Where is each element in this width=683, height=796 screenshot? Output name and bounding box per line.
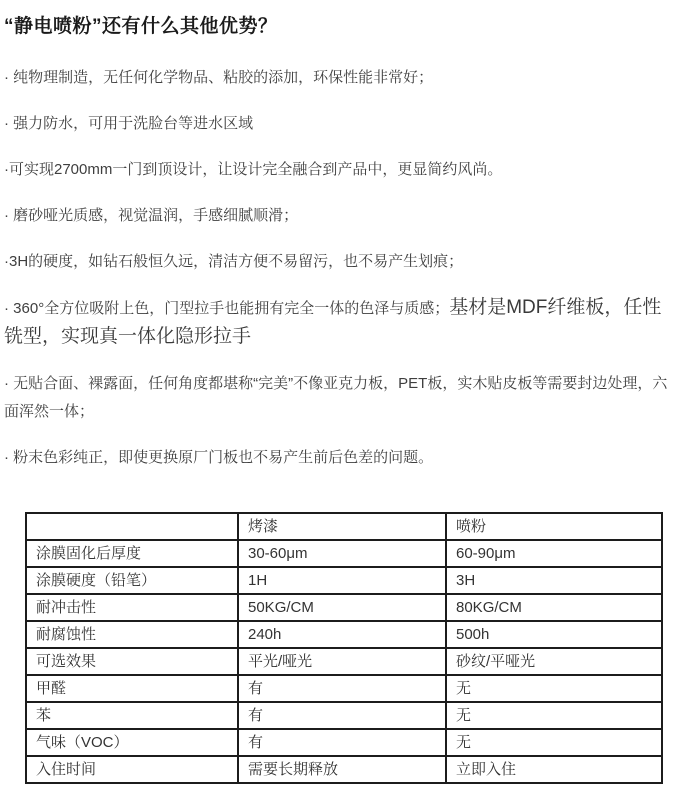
paragraph-segment: · 纯物理制造，无任何化学物品、粘胶的添加，环保性能非常好； — [4, 69, 434, 86]
table-row — [26, 567, 662, 594]
table-header-cell — [26, 513, 238, 540]
value-cell: 无 — [446, 702, 662, 729]
paragraph-segment-large: 基材是MDF纤维板，任性铣型，实现真一体化隐形拉手 — [4, 297, 662, 347]
article-title: “静电喷粉”还有什么其他优势？ — [4, 16, 278, 37]
value-cell: 无 — [446, 729, 662, 756]
bullet-paragraph — [4, 248, 675, 276]
paragraph-segment: · 强力防水，可用于洗脸台等进水区域 — [4, 115, 254, 132]
table-row — [26, 648, 662, 675]
article-body — [4, 64, 675, 472]
row-label-cell: 气味（VOC） — [26, 729, 238, 756]
table-row — [26, 702, 662, 729]
table-header-cell: 喷粉 — [446, 513, 662, 540]
value-cell: 500h — [446, 621, 662, 648]
value-cell: 无 — [446, 675, 662, 702]
value-cell: 60-90μm — [446, 540, 662, 567]
value-cell: 有 — [238, 702, 446, 729]
value-cell: 1H — [238, 567, 446, 594]
value-cell: 30-60μm — [238, 540, 446, 567]
table-header-row — [26, 513, 662, 540]
value-cell: 3H — [446, 567, 662, 594]
bullet-paragraph — [4, 156, 675, 184]
table-header-cell: 烤漆 — [238, 513, 446, 540]
value-cell: 80KG/CM — [446, 594, 662, 621]
table-row — [26, 675, 662, 702]
row-label-cell: 苯 — [26, 702, 238, 729]
paragraph-segment: ·可实现2700mm一门到顶设计，让设计完全融合到产品中，更显简约风尚。 — [4, 161, 503, 178]
value-cell: 240h — [238, 621, 446, 648]
table-header — [26, 513, 662, 540]
table-row — [26, 729, 662, 756]
bullet-paragraph — [4, 110, 675, 138]
value-cell: 有 — [238, 729, 446, 756]
paragraph-segment: · 无贴合面、裸露面，任何角度都堪称“完美”不像亚克力板，PET板，实木贴皮板等需要封边处理，六面浑然一体； — [4, 375, 668, 420]
table-body — [26, 540, 662, 783]
value-cell: 50KG/CM — [238, 594, 446, 621]
paragraph-segment: ·3H的硬度，如钻石般恒久远，清洁方便不易留污，也不易产生划痕； — [4, 253, 464, 270]
bullet-paragraph — [4, 444, 675, 472]
value-cell: 有 — [238, 675, 446, 702]
table-row — [26, 621, 662, 648]
row-label-cell: 耐腐蚀性 — [26, 621, 238, 648]
row-label-cell: 入住时间 — [26, 756, 238, 783]
value-cell: 砂纹/平哑光 — [446, 648, 662, 675]
paragraph-segment: · 粉末色彩纯正，即使更换原厂门板也不易产生前后色差的问题。 — [4, 449, 434, 466]
row-label-cell: 可选效果 — [26, 648, 238, 675]
table-row — [26, 594, 662, 621]
paragraph-segment: · 磨砂哑光质感，视觉温润，手感细腻顺滑； — [4, 207, 299, 224]
value-cell: 平光/哑光 — [238, 648, 446, 675]
value-cell: 立即入住 — [446, 756, 662, 783]
row-label-cell: 涂膜硬度（铅笔） — [26, 567, 238, 594]
row-label-cell: 耐冲击性 — [26, 594, 238, 621]
bullet-paragraph — [4, 370, 675, 426]
row-label-cell: 涂膜固化后厚度 — [26, 540, 238, 567]
table-row — [26, 540, 662, 567]
paragraph-segment: · 360°全方位吸附上色，门型拉手也能拥有完全一体的色泽与质感； — [4, 300, 450, 317]
bullet-paragraph — [4, 202, 675, 230]
bullet-paragraph — [4, 64, 675, 92]
value-cell: 需要长期释放 — [238, 756, 446, 783]
bullet-paragraph — [4, 294, 675, 352]
row-label-cell: 甲醛 — [26, 675, 238, 702]
table-row — [26, 756, 662, 783]
coating-comparison-table — [25, 512, 663, 784]
